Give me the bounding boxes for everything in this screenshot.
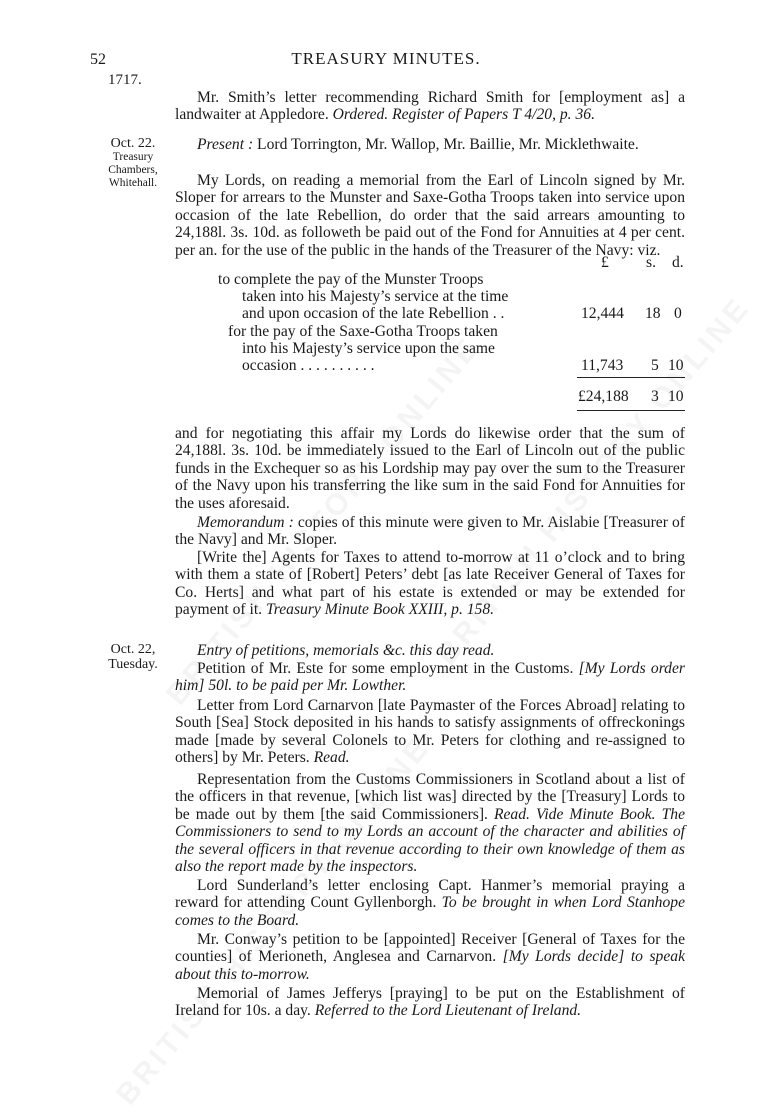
row2-pence: 10 xyxy=(668,357,684,374)
margin-date-session1 xyxy=(92,136,174,190)
letter-disposition: To be brought in when Lord Stanhope comes to the Board. xyxy=(175,894,685,929)
row1-line3: and upon occasion of the late Rebellion . . xyxy=(242,305,505,322)
petition-conway xyxy=(175,931,685,983)
entry-text: Mr. Smith’s letter recommending Richard Smith for [employment as] a landwaiter at Appledore. xyxy=(175,89,685,124)
petition-disposition: [My Lords order him] 50l. to be paid per Mr. Lowther. xyxy=(175,660,685,695)
margin-day: Tuesday. xyxy=(108,657,158,672)
petition-disposition: [My Lords decide] to speak about this to-morrow. xyxy=(175,948,685,983)
letter-sunderland xyxy=(175,877,685,929)
entry-heading-text: Entry of petitions, memorials &c. this day read. xyxy=(197,642,495,659)
present-names: Lord Torrington, Mr. Wallop, Mr. Baillie, Mr. Micklethwaite. xyxy=(253,136,639,153)
total-pounds: £24,188 xyxy=(578,388,629,405)
entry-heading xyxy=(175,642,685,659)
agents-reference: Treasury Minute Book XXIII, p. 158. xyxy=(265,601,495,619)
col-pounds-header: £ xyxy=(601,254,609,271)
row2-line3: occasion . . . . . . . . . . xyxy=(242,357,375,374)
page-number: 52 xyxy=(90,51,106,68)
total-rule-bottom xyxy=(577,410,685,411)
letter-carnarvon xyxy=(175,697,685,767)
petition-text: Mr. Conway’s petition to be [appointed] Receiver [General of Taxes for the counties] of Merioneth, Anglesea and Carnarvon. xyxy=(175,931,685,966)
memorial-disposition: Referred to the Lord Lieutenant of Ireland. xyxy=(314,1002,582,1020)
row1-pence: 0 xyxy=(674,305,682,322)
col-pence-header: d. xyxy=(672,254,684,271)
letter-disposition: Read. xyxy=(313,749,350,767)
margin-place: Chambers, xyxy=(108,164,158,176)
letter-text: Lord Sunderland’s letter enclosing Capt. Hanmer’s memorial praying a reward for attending Count Gyllenborgh. xyxy=(175,877,685,912)
margin-place: Whitehall. xyxy=(108,177,158,189)
row1-shillings: 18 xyxy=(645,305,661,322)
total-pence: 10 xyxy=(668,388,684,405)
row1-line1: to complete the pay of the Munster Troops xyxy=(218,271,484,288)
memorial-paragraph: My Lords, on reading a memorial from the Earl of Lincoln signed by Mr. Sloper for arrears to the Munster and Saxe-Gotha Troops taken into service upon occasion of the late Rebellion, do order that the said arrears amounting to 24,188l. 3s. 10d. as followeth be paid out of the Fond for Annuities at 4 per cent. per an. for the use of the public in the hands of the Treasurer of the Navy: viz. xyxy=(175,172,685,259)
petition-este xyxy=(175,660,685,695)
margin-date: Oct. 22. xyxy=(110,136,156,151)
negotiating-paragraph: and for negotiating this affair my Lords do likewise order that the sum of 24,188l. 3s. 10d. be immediately issued to the Earl of Lincoln out of the public funds in the Exchequer so as his Lordship may pay over the sum to the Treasurer of the Navy upon his transferring the like sum in the said Fond for Annuities for the uses aforesaid. xyxy=(175,425,685,512)
row1-pounds: 12,444 xyxy=(581,305,624,322)
row2-pounds: 11,743 xyxy=(581,357,624,374)
margin-year: 1717. xyxy=(108,72,142,88)
row2-line2: into his Majesty’s service upon the same xyxy=(242,340,495,357)
total-rule-top xyxy=(577,377,685,378)
entry-disposition: Ordered. Register of Papers T 4/20, p. 36. xyxy=(332,106,595,124)
memorandum-label: Memorandum : xyxy=(197,514,294,531)
memorial-jefferys xyxy=(175,985,685,1020)
memorandum-paragraph xyxy=(175,514,685,549)
margin-date: Oct. 22, xyxy=(110,642,156,657)
row1-line2: taken into his Majesty’s service at the time xyxy=(242,288,509,305)
margin-place: Treasury xyxy=(112,151,154,163)
agents-paragraph xyxy=(175,549,685,619)
total-shillings: 3 xyxy=(651,388,659,405)
col-shillings-header: s. xyxy=(646,254,656,271)
entry-smith-letter xyxy=(175,89,685,124)
row2-shillings: 5 xyxy=(651,357,659,374)
representation-text: Representation from the Customs Commissioners in Scotland about a list of the officers in that revenue, [which list was] directed by the [Treasury] Lords to be made out by them [the said Commissioners]. xyxy=(175,771,685,823)
memorial-text: Memorial of James Jefferys [praying] to be put on the Establishment of Ireland for 10s. a day. xyxy=(175,985,685,1020)
representation-customs xyxy=(175,771,685,875)
petition-text: Petition of Mr. Este for some employment in the Customs. xyxy=(197,660,579,677)
running-title: TREASURY MINUTES. xyxy=(291,49,481,68)
letter-text: Letter from Lord Carnarvon [late Paymaster of the Forces Abroad] relating to South [Sea] Stock deposited in his hands to satisfy assignments of offreckonings made [made by several Colonels to Mr. Peters for clothing and re-assigned to others] by Mr. Peters. xyxy=(175,697,685,767)
memorandum-text: copies of this minute were given to Mr. Aislabie [Treasurer of the Navy] and Mr. Sloper. xyxy=(175,514,685,549)
present-label: Present : xyxy=(197,136,254,153)
margin-date-session2 xyxy=(92,642,174,672)
representation-disposition: Read. Vide Minute Book. The Commissioners to send to my Lords an account of the character and abilities of the several officers in that revenue according to their own knowledge of them as also the report made by the inspectors. xyxy=(175,805,685,876)
present-paragraph xyxy=(175,136,685,153)
agents-text: [Write the] Agents for Taxes to attend to-morrow at 11 o’clock and to bring with them a state of [Robert] Peters’ debt [as late Receiver General of Taxes for Co. Herts] and what part of his estate is extended or may be extended for payment of it. xyxy=(175,549,685,619)
row2-line1: for the pay of the Saxe-Gotha Troops taken xyxy=(228,323,498,340)
